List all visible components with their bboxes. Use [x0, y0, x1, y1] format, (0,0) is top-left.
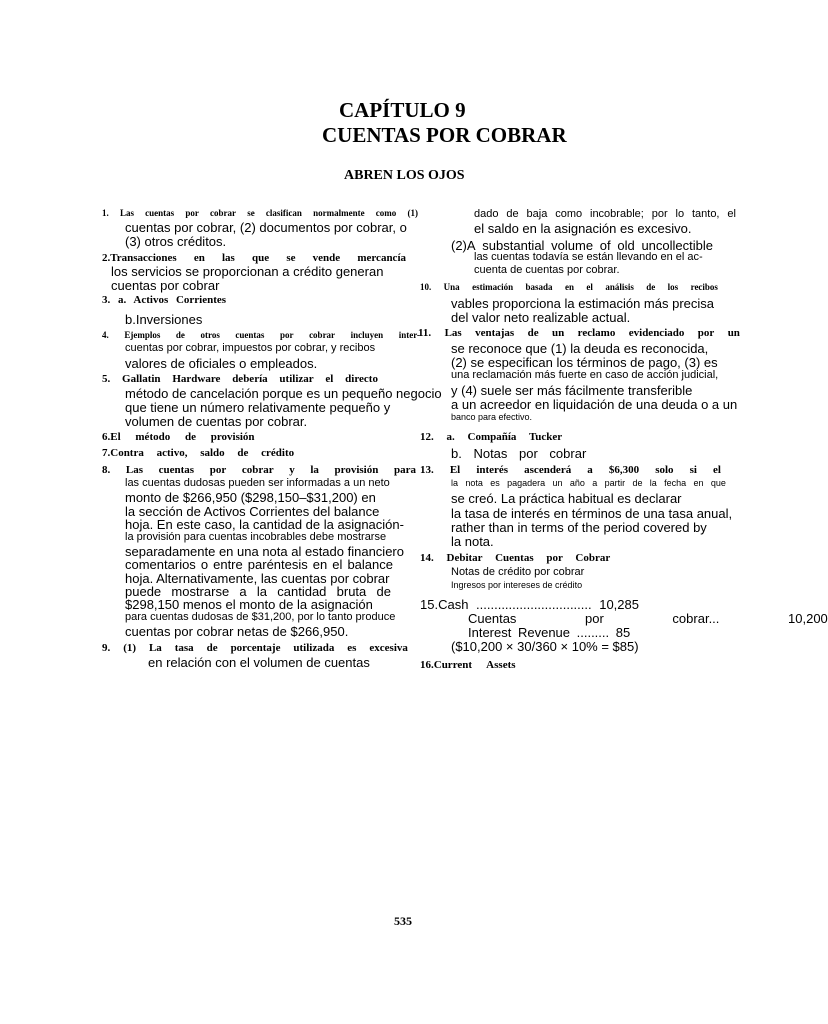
answer-line: las cuentas dudosas pueden ser informadas a un neto: [125, 477, 390, 489]
answer-line: cuenta de cuentas por cobrar.: [474, 264, 620, 276]
answer-line: b.Inversiones: [125, 312, 203, 327]
answer-line: Notas de crédito por cobrar: [451, 566, 585, 578]
answer-line: (3) otros créditos.: [125, 234, 227, 249]
answer-line: método de cancelación porque es un pequeño negocio: [125, 386, 442, 401]
answer-line: volumen de cuentas por cobrar.: [125, 414, 308, 429]
answer-line: Ingresos por intereses de crédito: [451, 580, 583, 590]
answer-line: 1. Las cuentas por cobrar se clasifican normalmente como (1): [102, 208, 418, 218]
answer-line: 16.Current Assets: [420, 659, 516, 671]
answer-line: los servicios se proporcionan a crédito generan: [111, 264, 384, 279]
answer-line: vables proporciona la estimación más precisa: [451, 296, 715, 311]
answer-line: la provisión para cuentas incobrables debe mostrarse: [125, 531, 387, 543]
answer-line: Cuentas por cobrar... 10,200: [468, 611, 828, 626]
answer-line: 11. Las ventajas de un reclamo evidenciado por un: [418, 327, 740, 339]
chapter-subtitle: CUENTAS POR COBRAR: [322, 123, 567, 147]
answer-line: 8. Las cuentas por cobrar y la provisión para: [102, 464, 416, 476]
answer-line: el saldo en la asignación es excesivo.: [474, 221, 692, 236]
answer-line: 7.Contra activo, saldo de crédito: [102, 447, 295, 459]
answer-line: la sección de Activos Corrientes del balance: [125, 504, 380, 519]
answer-line: 15.Cash ................................ 10,285: [420, 597, 639, 612]
answer-line: la nota es pagadera un año a partir de la fecha en que: [451, 478, 726, 488]
answer-line: hoja. Alternativamente, las cuentas por cobrar: [125, 571, 390, 586]
answer-line: la tasa de interés en términos de una tasa anual,: [451, 506, 733, 521]
answer-line: del valor neto realizable actual.: [451, 310, 631, 325]
answer-line: 6.El método de provisión: [102, 431, 255, 443]
answer-line: se creó. La práctica habitual es declarar: [451, 491, 682, 506]
answer-line: 9. (1) La tasa de porcentaje utilizada es excesiva: [102, 642, 408, 654]
answer-line: 4. Ejemplos de otros cuentas por cobrar incluyen inter-: [102, 330, 420, 340]
answer-line: la nota.: [451, 534, 494, 549]
answer-line: 3. a. Activos Corrientes: [102, 294, 227, 306]
answer-line: cuentas por cobrar netas de $266,950.: [125, 624, 349, 639]
answer-line: hoja. En este caso, la cantidad de la asignación-: [125, 517, 404, 532]
answer-line: cuentas por cobrar: [111, 278, 220, 293]
answer-line: 14. Debitar Cuentas por Cobrar: [420, 552, 611, 564]
answer-line: Interest Revenue ......... 85: [468, 625, 631, 640]
answer-line: 13. El interés ascenderá a $6,300 solo si el: [420, 464, 721, 476]
answer-line: banco para efectivo.: [451, 412, 533, 422]
answer-line: 12. a. Compañía Tucker: [420, 431, 563, 443]
answer-line: 5. Gallatin Hardware debería utilizar el directo: [102, 373, 378, 385]
answer-line: b. Notas por cobrar: [451, 446, 587, 461]
answer-line: a un acreedor en liquidación de una deuda o a un: [451, 397, 738, 412]
answer-line: monto de $266,950 ($298,150–$31,200) en: [125, 490, 376, 505]
answer-line: 10. Una estimación basada en el análisis de los recibos: [420, 282, 718, 292]
answer-line: 2.Transacciones en las que se vende mercancía: [102, 252, 406, 264]
answer-line: cuentas por cobrar, (2) documentos por cobrar, o: [125, 220, 407, 235]
answer-line: cuentas por cobrar, impuestos por cobrar, y recibos: [125, 342, 376, 354]
answer-line: ($10,200 × 30/360 × 10% = $85): [451, 639, 639, 654]
answer-line: las cuentas todavía se están llevando en el ac-: [474, 251, 703, 263]
answer-line: separadamente en una nota al estado financiero: [125, 544, 404, 559]
chapter-title: CAPÍTULO 9: [339, 98, 466, 122]
answer-line: puede mostrarse a la cantidad bruta de: [125, 584, 391, 599]
answer-line: que tiene un número relativamente pequeño y: [125, 400, 391, 415]
answer-line: (2) se especifican los términos de pago, (3) es: [451, 355, 718, 370]
answer-line: (2)A substantial volume of old uncollectible: [451, 238, 713, 253]
answer-line: en relación con el volumen de cuentas: [148, 655, 370, 670]
answer-line: $298,150 menos el monto de la asignación: [125, 597, 373, 612]
section-heading: ABREN LOS OJOS: [344, 168, 465, 183]
answer-line: se reconoce que (1) la deuda es reconocida,: [451, 341, 709, 356]
answer-line: y (4) suele ser más fácilmente transferible: [451, 383, 693, 398]
answer-line: dado de baja como incobrable; por lo tanto, el: [474, 208, 736, 220]
answer-line: rather than in terms of the period covered by: [451, 520, 707, 535]
page-number: 535: [394, 914, 412, 928]
answer-line: valores de oficiales o empleados.: [125, 356, 318, 371]
answer-line: una reclamación más fuerte en caso de acción judicial,: [451, 369, 719, 381]
answer-line: para cuentas dudosas de $31,200, por lo tanto produce: [125, 611, 396, 623]
answer-line: comentarios o entre paréntesis en el balance: [125, 557, 393, 572]
